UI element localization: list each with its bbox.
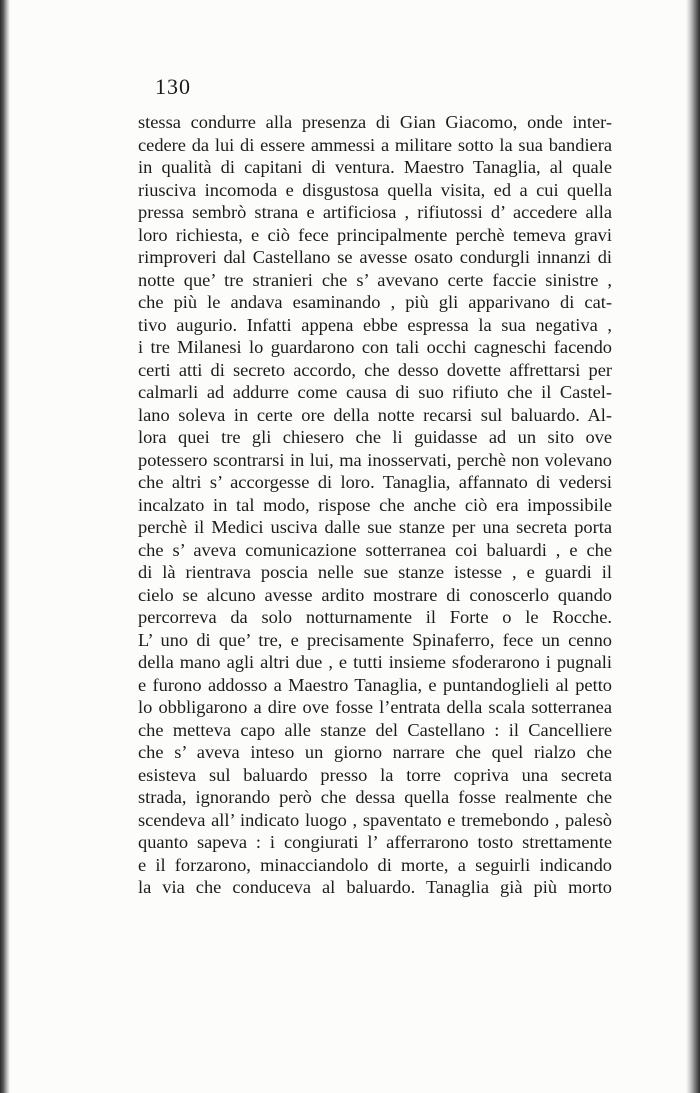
text-line: riusciva incomoda e disgustosa quella visita, ed a cui quella — [138, 179, 612, 200]
page-right-edge — [686, 0, 700, 1093]
text-line: in qualità di capitani di ventura. Maestro Tanaglia, al quale — [138, 157, 612, 177]
text-line: rimproveri dal Castellano se avesse osato condurgli innanzi di — [138, 247, 612, 267]
text-line: L’ uno di que’ tre, e precisamente Spinaferro, fece un cenno — [138, 629, 612, 650]
text-line: lo obbligarono a dire ove fosse l’entrata della scala sotterranea — [138, 697, 612, 717]
text-line: loro richiesta, e ciò fece principalmente perchè temeva gravi — [138, 224, 612, 245]
text-line: cielo se alcuno avesse ardito mostrare di conoscerlo quando — [138, 584, 612, 605]
text-line: lora quei tre gli chiesero che li guidasse ad un sito ove — [138, 427, 612, 447]
text-line: i tre Milanesi lo guardarono con tali occhi cagneschi facendo — [138, 337, 612, 357]
text-line: di là rientrava poscia nelle sue stanze istesse , e guardi il — [138, 562, 612, 582]
text-line: lano soleva in certe ore della notte recarsi sul baluardo. Al- — [138, 404, 612, 425]
text-line: potessero scontrarsi in lui, ma inosservati, perchè non volevano — [138, 449, 612, 470]
text-line: strada, ignorando però che dessa quella fosse realmente che — [138, 787, 612, 807]
text-line: e furono addosso a Maestro Tanaglia, e puntandoglieli al petto — [138, 674, 612, 695]
text-line: perchè il Medici usciva dalle sue stanze per una secreta porta — [138, 517, 612, 537]
text-line: incalzato in tal modo, rispose che anche ciò era impossibile — [138, 494, 612, 515]
text-line: percorreva da solo notturnamente il Forte o le Rocche. — [138, 607, 612, 627]
text-line: che metteva capo alle stanze del Castellano : il Cancelliere — [138, 719, 612, 740]
text-line: quanto sapeva : i congiurati l’ afferrarono tosto strettamente — [138, 832, 612, 852]
text-line: stessa condurre alla presenza di Gian Giacomo, onde inter- — [138, 112, 612, 132]
text-line: la via che conduceva al baluardo. Tanaglia già più morto — [138, 877, 612, 897]
page-left-edge — [0, 0, 10, 1093]
page-number: 130 — [155, 74, 191, 99]
text-line: esisteva sul baluardo presso la torre copriva una secreta — [138, 764, 612, 785]
text-line: pressa sembrò strana e artificiosa , rifiutossi d’ accedere alla — [138, 202, 612, 222]
text-line: tivo augurio. Infatti appena ebbe espressa la sua negativa , — [138, 314, 612, 335]
text-line: che più le andava esaminando , più gli apparivano di cat- — [138, 292, 612, 312]
text-line: notte que’ tre stranieri che s’ avevano certe faccie sinistre , — [138, 269, 612, 290]
text-line: della mano agli altri due , e tutti insieme sfoderarono i pugnali — [138, 652, 612, 672]
text-line: e il forzarono, minacciandolo di morte, a seguirli indicando — [138, 854, 612, 875]
text-line: calmarli ad addurre come causa di suo rifiuto che il Castel- — [138, 382, 612, 402]
text-line: cedere da lui di essere ammessi a militare sotto la sua bandiera — [138, 134, 612, 155]
body-text — [138, 111, 612, 899]
text-line: che s’ aveva comunicazione sotterranea coi baluardi , e che — [138, 539, 612, 560]
text-line: certi atti di secreto accordo, che desso dovette affrettarsi per — [138, 359, 612, 380]
text-line: scendeva all’ indicato luogo , spaventato e tremebondo , palesò — [138, 809, 612, 830]
text-line: che altri s’ accorgesse di loro. Tanaglia, affannato di vedersi — [138, 472, 612, 492]
text-line: che s’ aveva inteso un giorno narrare che quel rialzo che — [138, 742, 612, 762]
